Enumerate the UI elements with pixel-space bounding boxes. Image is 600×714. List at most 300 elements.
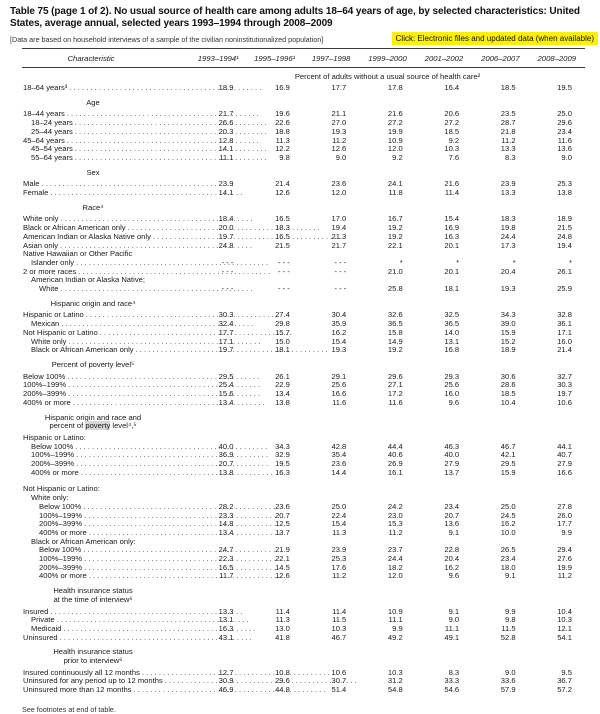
row-label: Private . . . [22, 616, 190, 625]
value-cell: 25.3 [557, 179, 572, 189]
value-cell: 16.2 [331, 327, 347, 337]
value-cell: 25.0 [557, 109, 572, 119]
value-cell: 20.1 [444, 240, 460, 250]
value-cell: 13.7 [275, 527, 290, 537]
value-cell: 23.6 [275, 501, 290, 511]
search-highlight: poverty [85, 421, 111, 431]
value-cell: - - - [221, 266, 234, 276]
value-cell: 19.9 [387, 126, 403, 136]
value-cell: 10.9 [387, 606, 403, 616]
value-cell: 30.7 [331, 676, 347, 686]
value-cell: 15.3 [387, 519, 403, 529]
value-cell: 24.1 [387, 179, 403, 189]
value-cell: 27.6 [557, 554, 572, 564]
value-cell: 25.4 [218, 380, 234, 390]
value-cell: 19.8 [500, 223, 516, 233]
value-cell: 43.1 [218, 632, 234, 642]
row-label: Not Hispanic or Latino . . . [22, 329, 190, 338]
value-cell: - - - [278, 257, 290, 267]
row-spacer [22, 477, 585, 485]
value-cell: 16.2 [500, 519, 516, 529]
row-label: 200%–399% . . . [22, 460, 190, 469]
value-cell: 18.4 [218, 214, 234, 224]
value-cell: 10.9 [387, 135, 403, 145]
row-label: Insured continuously all 12 months . . . [22, 669, 190, 678]
value-cell: 19.4 [331, 223, 347, 233]
value-cell: 20.0 [218, 223, 234, 233]
value-cell: 29.4 [557, 545, 572, 555]
value-cell: 19.4 [557, 240, 572, 250]
section-heading: Hispanic origin and race and percent of poverty level⁴,⁵ [44, 412, 142, 431]
col-header-1995-1996: 1995–1996¹ [254, 54, 296, 63]
value-cell: 14.4 [331, 467, 347, 477]
value-cell: * [456, 257, 460, 267]
value-cell: 57.2 [557, 685, 572, 695]
value-cell: 16.2 [444, 562, 460, 572]
col-header-1997-1998: 1997–1998 [311, 54, 351, 63]
value-cell: 11.7 [219, 571, 234, 581]
page-title: Table 75 (page 1 of 2). No usual source of health care among adults 18–64 years of age, by selected characteristics: United States, average annual, selected years 1993–1994 through 2008–2009 [10, 6, 580, 29]
value-cell: 11.5 [501, 623, 516, 633]
value-cell: - - - [278, 266, 290, 276]
value-cell: 17.1 [557, 327, 572, 337]
value-cell: 14.8 [218, 519, 234, 529]
value-cell: 12.1 [557, 623, 572, 633]
row-label: 200%–399% . . . [22, 564, 190, 573]
value-cell: 11.4 [444, 188, 460, 198]
value-cell: 21.5 [275, 240, 290, 250]
value-cell: 34.3 [275, 441, 290, 451]
value-cell: 19.3 [331, 345, 347, 355]
value-cell: 29.6 [557, 118, 572, 128]
value-cell: 14.9 [387, 336, 403, 346]
row-label: 100%–199% . . . [22, 512, 190, 521]
value-cell: 35.9 [331, 319, 347, 329]
table-row [22, 285, 585, 294]
value-cell: 16.9 [444, 223, 460, 233]
value-cell: 25.6 [444, 380, 460, 390]
value-cell: 27.4 [275, 310, 290, 320]
value-cell: 22.3 [218, 554, 234, 564]
value-cell: 23.9 [218, 179, 234, 189]
row-label: Below 100% . . . [22, 373, 190, 382]
value-cell: 25.3 [331, 554, 347, 564]
value-cell: 16.5 [218, 562, 234, 572]
value-cell: 13.4 [218, 527, 234, 537]
row-label: Uninsured . . . [22, 634, 190, 643]
section-heading: Age [86, 97, 100, 107]
value-cell: 21.6 [387, 109, 403, 119]
col-header-1993-1994: 1993–1994¹ [197, 54, 239, 63]
value-cell: 26.6 [218, 118, 234, 128]
value-cell: 11.4 [275, 606, 290, 616]
value-cell: 24.4 [500, 231, 516, 241]
row-label: Asian only . . . [22, 242, 190, 251]
units-spanner: Percent of adults without a usual source of health care² [294, 72, 481, 81]
value-cell: 28.2 [218, 501, 234, 511]
value-cell: 20.3 [218, 126, 234, 136]
value-cell: 12.0 [387, 571, 403, 581]
value-cell: 23.0 [387, 510, 403, 520]
row-label: American Indian or Alaska Native only . . . [22, 233, 190, 242]
value-cell: 11.8 [388, 188, 403, 198]
value-cell: * [569, 257, 572, 267]
value-cell: - - - [221, 284, 234, 294]
value-cell: 19.5 [557, 83, 572, 92]
value-cell: 14.5 [275, 562, 290, 572]
value-cell: 15.8 [387, 327, 403, 337]
row-label: 18–64 years³ . . . [22, 84, 190, 93]
value-cell: 54.6 [444, 685, 460, 695]
value-cell: 34.3 [500, 310, 516, 320]
value-cell: 15.7 [275, 327, 290, 337]
value-cell: 19.7 [557, 389, 572, 399]
value-cell: 20.7 [275, 510, 290, 520]
section-heading: Sex [86, 167, 100, 177]
value-cell: 11.3 [275, 615, 290, 625]
value-cell: 21.9 [275, 545, 290, 555]
value-cell: 12.6 [275, 188, 290, 198]
value-cell: 26.1 [275, 371, 290, 381]
value-cell: 28.6 [500, 380, 516, 390]
value-cell: 11.3 [332, 527, 347, 537]
value-cell: 25.0 [500, 501, 516, 511]
value-cell: - - - [221, 257, 234, 267]
value-cell: 10.4 [500, 397, 516, 407]
row-label: 200%–399% . . . [22, 390, 190, 399]
value-cell: 29.8 [275, 319, 290, 329]
value-cell: 24.7 [218, 545, 234, 555]
value-cell: 39.0 [500, 319, 516, 329]
section-heading: Health insurance status at the time of interview⁶ [53, 586, 133, 604]
value-cell: 26.0 [557, 510, 572, 520]
value-cell: 16.0 [444, 389, 460, 399]
value-cell: 11.2 [332, 135, 347, 145]
value-cell: 33.3 [444, 676, 460, 686]
value-cell: 19.7 [218, 345, 234, 355]
value-cell: 21.3 [331, 231, 347, 241]
value-cell: 19.6 [275, 109, 290, 119]
value-cell: 11.2 [388, 527, 403, 537]
value-cell: 9.9 [392, 623, 403, 633]
electronic-files-link[interactable]: Click: Electronic files and updated data (when available) [392, 32, 598, 45]
value-cell: 35.4 [331, 450, 347, 460]
value-cell: 42.1 [500, 450, 516, 460]
value-cell: 27.9 [557, 459, 572, 469]
value-cell: 32.5 [444, 310, 460, 320]
value-cell: 21.4 [275, 179, 290, 189]
value-cell: 14.1 [218, 188, 234, 198]
value-cell: 20.7 [218, 459, 234, 469]
value-cell: 44.8 [275, 685, 290, 695]
table-row [22, 634, 585, 643]
row-label: Black or African American only: [31, 536, 136, 546]
value-cell: 14.1 [218, 144, 234, 154]
value-cell: 54.8 [387, 685, 403, 695]
value-cell: 29.1 [331, 371, 347, 381]
value-cell: 17.3 [500, 240, 516, 250]
value-cell: 10.3 [387, 667, 403, 677]
section-heading: Race⁴ [82, 202, 104, 212]
value-cell: 9.8 [279, 152, 290, 162]
value-cell: 23.9 [331, 545, 347, 555]
value-cell: 25.9 [557, 284, 572, 294]
col-header-2001-2002: 2001–2002 [424, 54, 464, 63]
value-cell: 22.1 [387, 240, 403, 250]
value-cell: - - - [334, 266, 347, 276]
value-cell: 19.5 [275, 459, 290, 469]
value-cell: 28.7 [500, 118, 516, 128]
value-cell: 41.8 [275, 632, 290, 642]
section-heading: Percent of poverty level⁵ [51, 359, 135, 369]
value-cell: 17.6 [331, 562, 347, 572]
value-cell: 10.6 [331, 667, 347, 677]
row-label: Male . . . [22, 180, 190, 189]
row-label: American Indian or Alaska Native; [31, 275, 145, 285]
value-cell: 32.8 [557, 310, 572, 320]
value-cell: 12.8 [218, 135, 234, 145]
row-label: Black or African American only . . . [22, 224, 190, 233]
value-cell: 15.4 [331, 519, 347, 529]
value-cell: 52.8 [500, 632, 516, 642]
value-cell: 18.9 [218, 83, 234, 92]
value-cell: 23.9 [500, 179, 516, 189]
value-cell: 16.3 [275, 467, 290, 477]
value-cell: 18.2 [387, 562, 403, 572]
value-cell: 10.3 [331, 623, 347, 633]
value-cell: 11.1 [388, 615, 403, 625]
value-cell: 36.1 [557, 319, 572, 329]
value-cell: 24.4 [387, 554, 403, 564]
value-cell: 44.4 [387, 441, 403, 451]
value-cell: 19.9 [557, 562, 572, 572]
value-cell: - - - [278, 284, 290, 294]
value-cell: 16.0 [557, 336, 572, 346]
value-cell: 22.9 [275, 380, 290, 390]
row-label: Hispanic or Latino . . . [22, 311, 190, 320]
table-row [22, 399, 585, 408]
value-cell: 19.2 [387, 223, 403, 233]
footnote-reference: See footnotes at end of table. [22, 704, 116, 714]
value-cell: 16.8 [444, 345, 460, 355]
table-row [22, 346, 585, 355]
row-label: Below 100% . . . [22, 546, 190, 555]
value-cell: 9.6 [448, 397, 460, 407]
value-cell: 21.1 [331, 109, 347, 119]
value-cell: 19.3 [331, 126, 347, 136]
value-cell: 20.4 [444, 554, 460, 564]
value-cell: 27.9 [444, 459, 460, 469]
row-label: Native Hawaiian or Other Pacific [23, 249, 133, 259]
value-cell: 54.1 [557, 632, 572, 642]
table-body [22, 84, 585, 695]
value-cell: 11.2 [557, 571, 572, 581]
value-cell: 10.6 [557, 397, 572, 407]
section-heading: Health insurance status prior to interview⁶ [53, 647, 133, 666]
row-label: Medicaid . . . [22, 625, 190, 634]
row-label: Islander only . . . [22, 259, 190, 268]
value-cell: 17.7 [331, 83, 347, 92]
value-cell: 11.1 [444, 623, 460, 633]
value-cell: 40.0 [218, 441, 234, 451]
value-cell: 9.0 [335, 152, 347, 162]
row-label: 200%–399% . . . [22, 520, 190, 529]
value-cell: 40.6 [387, 450, 403, 460]
value-cell: 16.6 [557, 467, 572, 477]
value-cell: 12.7 [218, 667, 234, 677]
value-cell: 22.1 [275, 554, 290, 564]
value-cell: 36.9 [218, 450, 234, 460]
value-cell: 13.7 [444, 467, 460, 477]
table-row [22, 686, 585, 695]
value-cell: 13.6 [444, 519, 460, 529]
value-cell: 46.7 [500, 441, 516, 451]
row-label: 400% or more . . . [22, 572, 190, 581]
value-cell: 12.0 [331, 188, 347, 198]
value-cell: 11.2 [501, 135, 516, 145]
value-cell: 31.2 [387, 676, 403, 686]
value-cell: 10.0 [500, 527, 516, 537]
row-label: 45–64 years . . . [22, 137, 190, 146]
row-label: 400% or more . . . [22, 399, 190, 408]
value-cell: 49.2 [387, 632, 403, 642]
value-cell: 15.0 [275, 336, 290, 346]
value-cell: 11.6 [332, 397, 347, 407]
value-cell: 27.2 [387, 118, 403, 128]
value-cell: 11.6 [557, 135, 572, 145]
value-cell: 10.8 [275, 667, 290, 677]
value-cell: 7.6 [448, 152, 460, 162]
value-cell: 11.5 [332, 615, 347, 625]
table-row [22, 84, 585, 93]
value-cell: - - - [334, 257, 347, 267]
row-label: 400% or more . . . [22, 469, 190, 478]
value-cell: 22.4 [331, 510, 347, 520]
value-cell: 17.7 [218, 327, 234, 337]
value-cell: 10.3 [444, 144, 460, 154]
value-cell: 22.8 [444, 545, 460, 555]
value-cell: 30.6 [500, 371, 516, 381]
value-cell: 25.6 [331, 380, 347, 390]
value-cell: 18.5 [500, 389, 516, 399]
value-cell: 23.6 [331, 459, 347, 469]
col-header-2008-2009: 2008–2009 [537, 54, 577, 63]
value-cell: 18.8 [275, 126, 290, 136]
row-label: 18–44 years . . . [22, 110, 190, 119]
row-label: Below 100% . . . [22, 503, 190, 512]
value-cell: 25.0 [331, 501, 347, 511]
value-cell: 9.9 [505, 606, 516, 616]
value-cell: 18.0 [500, 562, 516, 572]
value-cell: 27.2 [444, 118, 460, 128]
value-cell: 13.0 [275, 623, 290, 633]
value-cell: 8.3 [505, 152, 516, 162]
value-cell: - - - [334, 284, 347, 294]
value-cell: 11.3 [275, 135, 290, 145]
value-cell: 15.4 [444, 214, 460, 224]
row-label: Insured . . . [22, 608, 190, 617]
value-cell: 23.5 [500, 109, 516, 119]
value-cell: 44.1 [557, 441, 572, 451]
value-cell: 29.5 [500, 459, 516, 469]
value-cell: 13.4 [218, 397, 234, 407]
value-cell: 13.3 [218, 606, 234, 616]
value-cell: 27.8 [557, 501, 572, 511]
value-cell: 21.7 [218, 109, 234, 119]
row-label: Hispanic or Latino: [23, 432, 86, 442]
value-cell: 26.5 [500, 545, 516, 555]
row-label: White only: [31, 493, 69, 503]
row-label: 25–44 years . . . [22, 128, 190, 137]
value-cell: 17.2 [387, 389, 403, 399]
table-label-row [22, 485, 585, 494]
value-cell: 17.1 [218, 336, 234, 346]
value-cell: 18.9 [500, 345, 516, 355]
row-label: White . . . [22, 285, 190, 294]
value-cell: 11.2 [332, 571, 347, 581]
value-cell: 23.7 [387, 545, 403, 555]
row-label: Not Hispanic or Latino: [23, 484, 100, 494]
value-cell: 36.7 [557, 676, 572, 686]
value-cell: 14.0 [444, 327, 460, 337]
value-cell: 20.7 [444, 510, 460, 520]
value-cell: 20.1 [444, 266, 460, 276]
value-cell: 19.7 [218, 231, 234, 241]
value-cell: 49.1 [444, 632, 460, 642]
row-label: Uninsured more than 12 months . . . [22, 686, 190, 695]
value-cell: 16.6 [331, 389, 347, 399]
table-header-row [22, 49, 585, 68]
value-cell: 12.2 [275, 144, 290, 154]
value-cell: 46.3 [444, 441, 460, 451]
value-cell: 15.2 [500, 336, 516, 346]
value-cell: 9.0 [448, 615, 460, 625]
value-cell: 51.4 [331, 685, 347, 695]
value-cell: 30.3 [557, 380, 572, 390]
value-cell: 13.8 [218, 467, 234, 477]
value-cell: 15.9 [500, 327, 516, 337]
value-cell: 9.1 [505, 571, 516, 581]
row-label: Black or African American only . . . [22, 346, 190, 355]
value-cell: 9.5 [561, 667, 572, 677]
value-cell: 12.6 [331, 144, 347, 154]
document-page [0, 6, 600, 714]
value-cell: 16.3 [218, 623, 234, 633]
value-cell: 29.3 [444, 371, 460, 381]
value-cell: 19.2 [387, 345, 403, 355]
value-cell: 18.5 [444, 126, 460, 136]
value-cell: 11.1 [219, 152, 234, 162]
value-cell: 21.4 [557, 345, 572, 355]
value-cell: 17.8 [387, 83, 403, 92]
value-cell: 13.3 [500, 144, 516, 154]
row-label: 100%–199% . . . [22, 451, 190, 460]
value-cell: 23.6 [331, 179, 347, 189]
value-cell: 16.4 [444, 83, 460, 92]
row-label: Below 100% . . . [22, 443, 190, 452]
value-cell: 8.3 [448, 667, 460, 677]
value-cell: 10.4 [557, 606, 572, 616]
value-cell: 13.1 [218, 615, 234, 625]
value-cell: 42.8 [331, 441, 347, 451]
value-cell: 13.8 [275, 397, 290, 407]
value-cell: 21.8 [500, 126, 516, 136]
value-cell: 21.5 [557, 223, 572, 233]
value-cell: 36.5 [444, 319, 460, 329]
row-label: 2 or more races . . . [22, 268, 190, 277]
row-label: White only . . . [22, 338, 190, 347]
value-cell: 21.6 [444, 179, 460, 189]
